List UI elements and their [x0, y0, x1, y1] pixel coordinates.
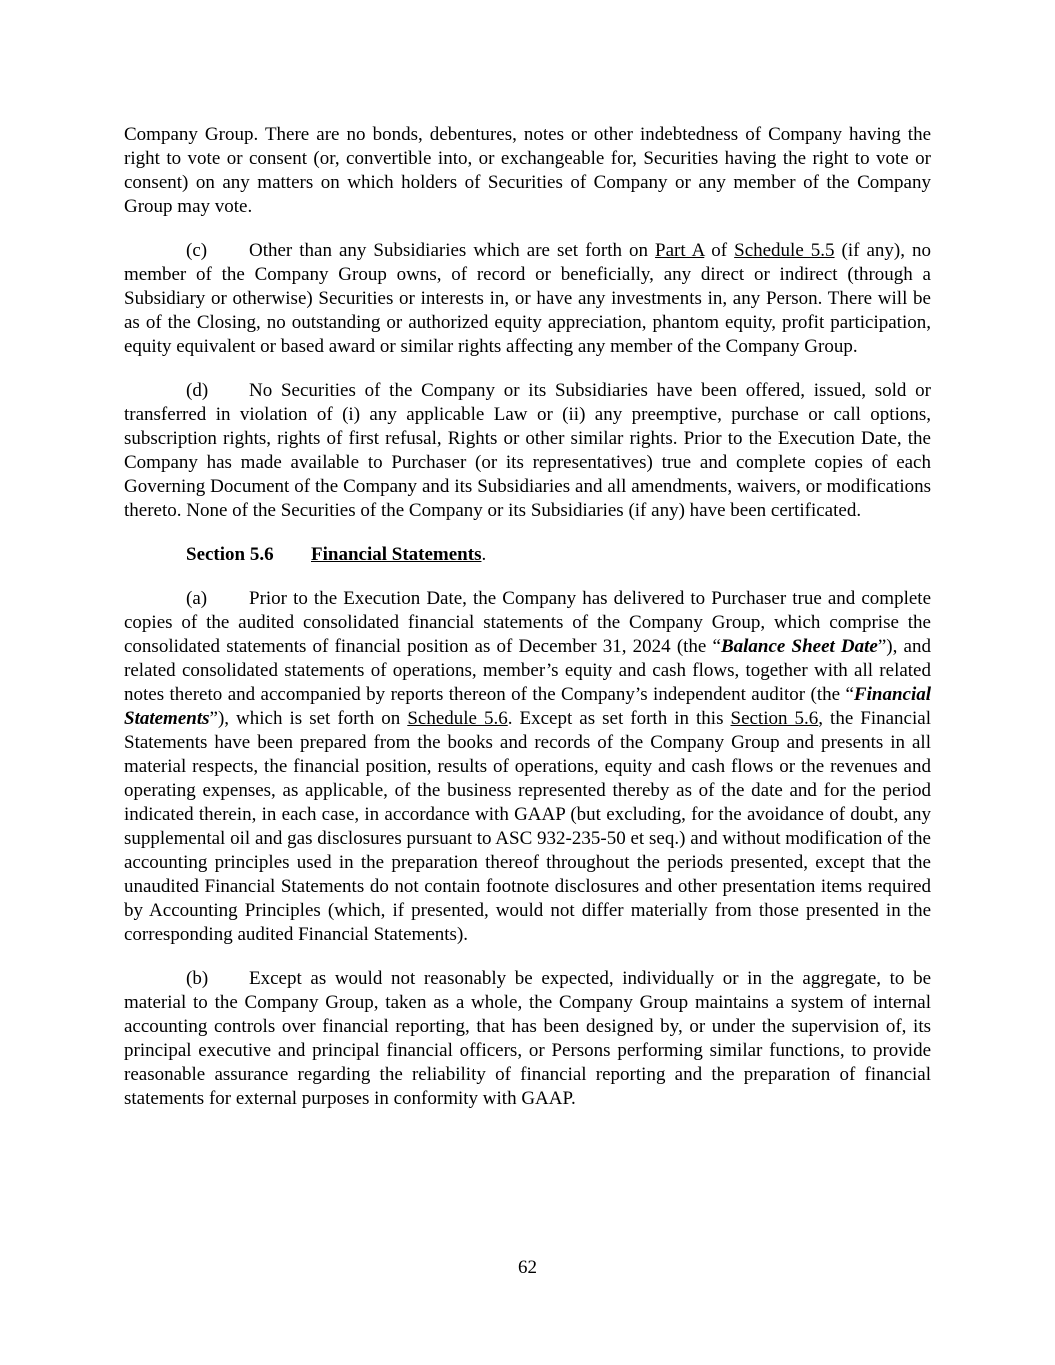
paragraph-a [124, 587, 931, 947]
schedule-5-5-link[interactable]: Schedule 5.5 [734, 240, 835, 261]
paragraph-c-text-3: (if any), no member of the Company Group owns, of record or beneficially, any direct or indirect (through a Subsidiary or otherwise) Securities or interests in, or have any investments in, any Person. There will be as of the Closing, no outstanding or authorized equity appreciation, phantom equity, profit participation, equity equivalent or based award or similar rights affecting any member of the Company Group. [124, 240, 931, 357]
defined-term-financial-statements: Financial Statements [124, 684, 931, 729]
paragraph-d-text: No Securities of the Company or its Subsidiaries have been offered, issued, sold or transferred in violation of (i) any applicable Law or (ii) any preemptive, purchase or call options, subscription rights, rights of first refusal, Rights or other similar rights. Prior to the Execution Date, the Company has made available to Purchaser (or its representatives) true and complete copies of each Governing Document of the Company and its Subsidiaries and all amendments, waivers, or modifications thereto. None of the Securities of the Company or its Subsidiaries (if any) have been certificated. [124, 380, 931, 521]
section-title: Financial Statements [311, 544, 482, 565]
section-5-6-link[interactable]: Section 5.6 [730, 708, 819, 729]
defined-term-balance-sheet-date: Balance Sheet Date [720, 636, 878, 657]
paragraph-a-text-3: ”), which is set forth on [209, 708, 408, 729]
page-number: 62 [518, 1257, 537, 1278]
paragraph-a-text-1: Prior to the Execution Date, the Company has delivered to Purchaser true and complete copies of the audited consolidated financial statements of the Company Group, which comprise the consolidated statements of financial position as of December 31, 2024 (the “ [124, 588, 931, 657]
section-number: Section 5.6 [186, 544, 274, 565]
clause-number-a: (a) [186, 588, 208, 609]
paragraph-c [124, 239, 931, 359]
paragraph-b-text: Except as would not reasonably be expected, individually or in the aggregate, to be material to the Company Group, taken as a whole, the Company Group maintains a system of internal accounting controls over financial reporting, that has been designed by, or under the supervision of, its principal executive and principal financial officers, or Persons performing similar functions, to provide reasonable assurance regarding the reliability of financial reporting and the preparation of financial statements for external purposes in conformity with GAAP. [124, 968, 931, 1109]
clause-number-c: (c) [186, 240, 208, 261]
paragraph-c-text-2: of [704, 240, 735, 261]
schedule-5-6-link[interactable]: Schedule 5.6 [407, 708, 508, 729]
paragraph-a-text-2: ”), and related consolidated statements of operations, member’s equity and cash flows, together with all related notes thereto and accompanied by reports thereon of the Company’s independent auditor (the “ [124, 636, 931, 705]
part-a-link[interactable]: Part A [655, 240, 705, 261]
clause-number-d: (d) [186, 380, 209, 401]
clause-number-b: (b) [186, 968, 209, 989]
section-heading-period: . [481, 544, 487, 565]
section-heading [124, 543, 931, 567]
paragraph-b [124, 967, 931, 1111]
paragraph-carryover: Company Group. There are no bonds, debentures, notes or other indebtedness of Company having the right to vote or consent (or, convertible into, or exchangeable for, Securities having the right to vote or consent) on any matters on which holders of Securities of Company or any member of the Company Group may vote. [124, 124, 931, 217]
paragraph-c-text-1: Other than any Subsidiaries which are set forth on [249, 240, 656, 261]
document-body [124, 123, 931, 1131]
paragraph-a-text-5: , the Financial Statements have been prepared from the books and records of the Company Group and presents in all material respects, the financial position, results of operations, equity and cash flows or the revenues and operating expenses, as applicable, of the business represented thereby as of the date and for the period indicated therein, in each case, in accordance with GAAP (but excluding, for the avoidance of doubt, any supplemental oil and gas disclosures pursuant to ASC 932-235-50 et seq.) and without modification of the accounting principles used in the preparation thereof throughout the periods presented, except that the unaudited Financial Statements do not contain footnote disclosures and other presentation items required by Accounting Principles (which, if presented, would not differ materially from those presented in the corresponding audited Financial Statements). [124, 708, 931, 945]
paragraph-d [124, 379, 931, 523]
paragraph-a-text-4: . Except as set forth in this [507, 708, 731, 729]
